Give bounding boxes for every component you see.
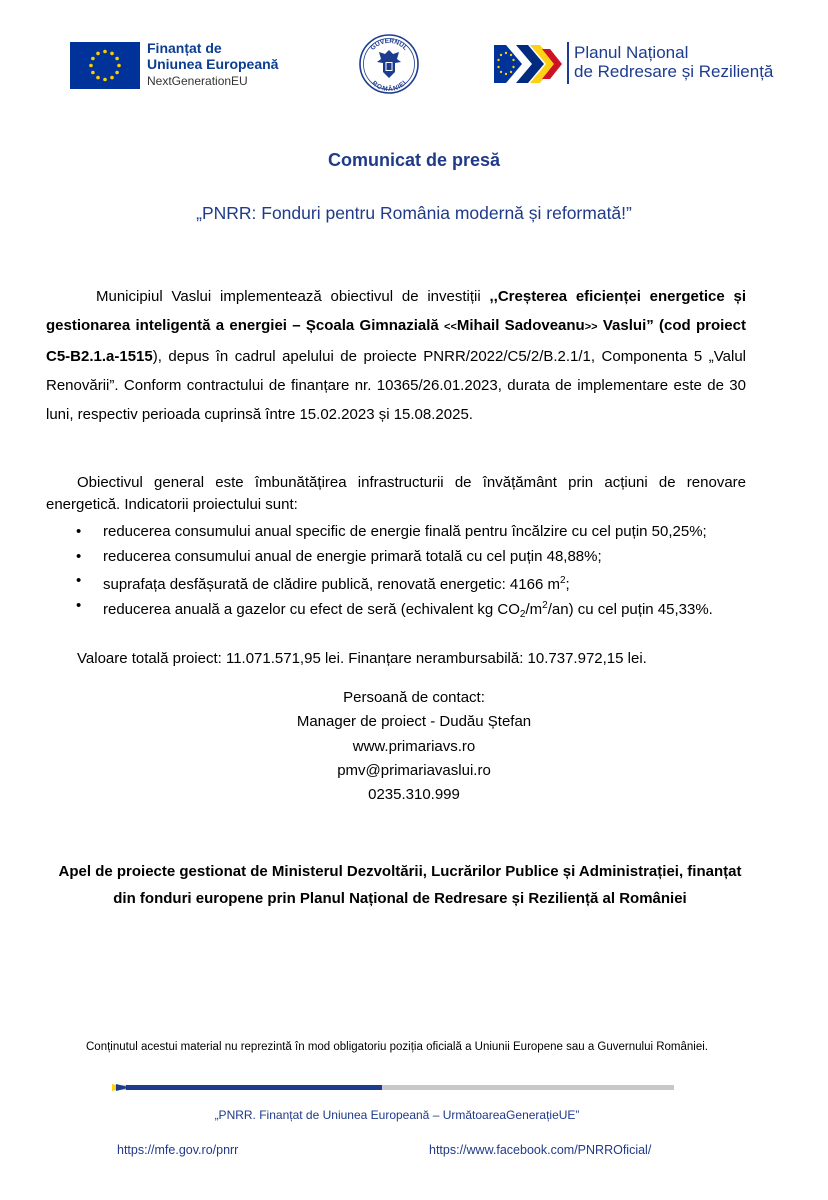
- indicators-list: [76, 520, 756, 618]
- call-statement: [0, 858, 800, 912]
- indicator-4b: /m: [525, 600, 543, 618]
- p1-bold-2: Mihail Sadoveanu: [456, 317, 585, 334]
- eu-label-line3: NextGenerationEU: [147, 74, 248, 88]
- contact-manager: Manager de proiect - Dudău Ștefan: [296, 713, 532, 731]
- contact-block: [0, 686, 828, 807]
- disclaimer: Conținutul acestui material nu reprezintă în mod obligatoriu poziția oficială a Uniunii Europene sau a Guvernului României.: [86, 1041, 708, 1053]
- project-value: Valoare totală proiect: 11.071.571,95 lei. Finanțare nerambursabilă: 10.737.972,15 lei.: [77, 650, 647, 667]
- eu-flag-icon: [70, 42, 140, 89]
- p2-text: Obiectivul general este îmbunătățirea infrastructurii de învățământ prin acțiuni de renovare energetică. Indicatorii proiectului sunt:: [46, 474, 746, 513]
- pnrr-logo-icon: [494, 45, 562, 83]
- indicator-4-sup: 2: [542, 599, 548, 611]
- page-subtitle: „PNRR: Fonduri pentru România modernă și reformată!”: [196, 203, 632, 223]
- pnrr-logo-label: [574, 43, 773, 81]
- footer-tagline: „PNRR. Finanțat de Uniunea Europeană – UrmătoareaGenerațieUE”: [214, 1108, 580, 1122]
- p1-text-2: ), depus în cadrul apelului de proiecte PNRR/2022/C5/2/B.2.1/1, Componenta 5 „Valul Renovării”. Conform contractului de finanțare nr. 10365/26.01.2023, durata de implementare este de 30 luni, respectiv perioada cuprinsă între 15.02.2023 și 15.08.2025.: [46, 348, 746, 423]
- mfe-link[interactable]: https://mfe.gov.ro/pnrr: [117, 1143, 239, 1157]
- indicator-3b: ;: [565, 576, 570, 593]
- eu-label-line2: Uniunea Europeană: [147, 56, 279, 72]
- government-seal-icon: [359, 32, 419, 96]
- intro-paragraph: [46, 282, 746, 429]
- indicator-2: reducerea consumului anual de energie primară totală cu cel puțin 48,88%;: [103, 547, 602, 565]
- contact-phone: 0235.310.999: [368, 786, 460, 804]
- indicator-3-sup: 2: [559, 575, 566, 586]
- p1-bold-lt: <<: [444, 321, 457, 333]
- indicator-item: [76, 594, 756, 619]
- call-line-2: din fonduri europene prin Planul Național de Redresare și Reziliență al României: [113, 890, 687, 907]
- p1-bold-1: ,,Creșterea eficienței energetice și gestionarea inteligentă a energiei – Școala Gimnazială: [46, 288, 747, 334]
- pnrr-label-line2: de Redresare și Reziliență: [574, 62, 774, 81]
- call-line-1: Apel de proiecte gestionat de Ministerul Dezvoltării, Lucrărilor Publice și Administrației, finanțat: [58, 863, 742, 880]
- p1-bold-gt: >>: [584, 321, 598, 333]
- contact-email-link[interactable]: pmv@primariavaslui.ro: [337, 761, 491, 779]
- objective-paragraph: [46, 472, 746, 516]
- pnrr-divider: [567, 42, 569, 84]
- indicator-4a: reducerea anuală a gazelor cu efect de seră (echivalent kg CO: [103, 600, 520, 618]
- page-title: Comunicat de presă: [327, 150, 501, 170]
- indicator-3a: suprafața desfășurată de clădire publică, renovată energetic: 4166 m: [103, 576, 560, 593]
- eu-label-line1: Finanțat de: [147, 40, 222, 56]
- facebook-link[interactable]: https://www.facebook.com/PNRROficial/: [429, 1143, 652, 1157]
- eu-funding-label: [147, 40, 278, 89]
- svg-text:GUVERNUL: [369, 38, 408, 52]
- indicator-item: [76, 569, 756, 594]
- contact-label: Persoană de contact:: [343, 689, 485, 706]
- footer-divider: [112, 1078, 674, 1085]
- pnrr-label-line1: Planul Național: [574, 43, 689, 62]
- contact-website-link[interactable]: www.primariavs.ro: [352, 737, 476, 755]
- indicator-item: [76, 545, 756, 570]
- indicator-4-sub: 2: [519, 608, 526, 620]
- indicator-1: reducerea consumului anual specific de energie finală pentru încălzire cu cel puțin 50,25%;: [103, 523, 707, 540]
- p1-text-1: Municipiul Vaslui implementează obiectivul de investiții: [96, 288, 490, 305]
- seal-text-bottom: ROMÂNIEI: [370, 79, 408, 94]
- p1-bold-3: Vaslui” (cod proiect C5-B2.1.a-1515: [46, 317, 746, 365]
- indicator-item: [76, 520, 756, 545]
- seal-text-top: GUVERNUL: [369, 37, 409, 52]
- indicator-4c: /an) cu cel puțin 45,33%.: [547, 600, 713, 618]
